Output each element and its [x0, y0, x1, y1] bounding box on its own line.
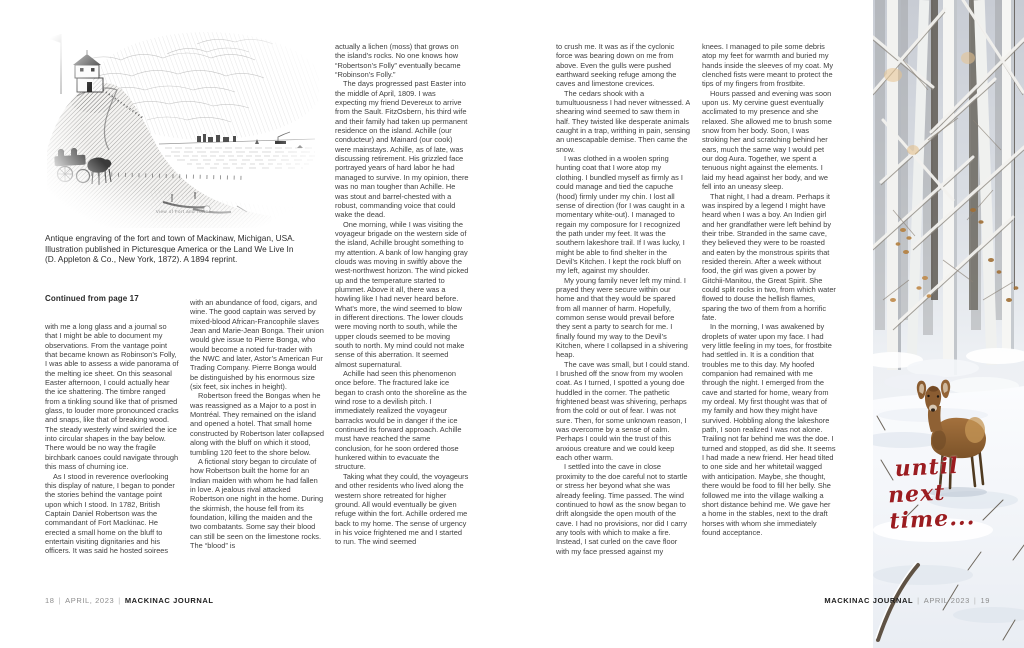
- body-paragraph: The cedars shook with a tumultuousness I had never witnessed. A shearing wind seemed to saw them in half. They twisted like desperate animals caught in a trap, writhing in pain, sensing an unescapable demise. Then came the snow.: [556, 88, 690, 154]
- body-paragraph: with me a long glass and a journal so that I might be able to document my observations. From the vantage point that became known as Robinson’s Folly, I was able to assess a wide panorama of the melting ice sheet. On this seasonal Easter afternoon, I could actually hear the ice shattering. The timbre ranged from a tinkling sound like that of prismed glass, to louder more pronounced cracks and snaps, like that of breaking wood. The steady westerly wind swirled the ice into circular shapes in the bay below. There would be no way the fragile birchbark canoes could navigate through this mass of churning ice.: [45, 322, 179, 472]
- fort-engraving-illustration: [47, 24, 319, 228]
- vignette-fade: [47, 24, 319, 228]
- script-line-2: next time...: [887, 479, 976, 535]
- right-page-footer: [824, 596, 990, 605]
- body-paragraph: Taking what they could, the voyageurs and other residents who lived along the western shore retreated for higher ground. All would eventually be given refuge within the fort. Achille ordered me back to my home. The sense of urgency in his voice frightened me and I started to run. The wind seemed: [335, 471, 469, 547]
- body-paragraph: That night, I had a dream. Perhaps it was inspired by a legend I might have heard when I was a boy. An Indien girl and her grandfather were left behind by their tribe. Stranded in the same cave, they believed they were to be roasted and eaten by the monstrous spirits that resided therein. After a week without food, the girl was given a power by Gitchii-Manitou, the Great Spirit. She could split rocks in two, from which water flowed to douse the hellish flames, sparing the two of them from a horrific fate.: [702, 191, 836, 322]
- script-caption: [886, 449, 1024, 534]
- deer-rump-highlight: [965, 417, 985, 443]
- engraving-caption: [45, 233, 313, 265]
- footer-separator: |: [118, 596, 121, 605]
- left-page-column-3: [335, 42, 469, 585]
- caption-line: Antique engraving of the fort and town of Mackinaw, Michigan, USA.: [45, 233, 295, 243]
- body-paragraph: to crush me. It was as if the cyclonic force was bearing down on me from above. Even the gulls were pushed earthward seeking refuge among the caves and limestone crevices.: [556, 42, 677, 89]
- body-paragraph: As I stood in reverence overlooking this display of nature, I began to ponder the stories behind the vantage point upon which I stood. In 1782, British Captain Daniel Robertson was the commandant of Fort Mackinac. He erected a small home on the bluff to entertain visiting dignitaries and his officers. It was said he hosted soirees: [45, 471, 175, 556]
- footer-separator: |: [973, 596, 977, 605]
- left-page-column-1: [45, 322, 179, 588]
- body-paragraph: I was clothed in a woolen spring hunting coat that I wore atop my clothing. I bundled myself as firmly as I could manage and tied the capuche (hood) firmly under my chin. I lost all sense of direction (for I was caught in a momentary white-out). I managed to regain my composure for I recognized the path under my feet. It was the southern lakeshore trail. If I was lucky, I might be able to find shelter in the Devil’s Kitchen. I kept the rock bluff on my left, against my shoulder.: [556, 154, 685, 276]
- page-number: 19: [980, 596, 990, 605]
- body-paragraph: The days progressed past Easter into the middle of April, 1809. I was expecting my friend Devereux to arrive from the Sault. FitzOsbern, his third wife and their family had taken up permanent residence on the island. Achille (our conducteur) and Mainard (our cook) were mainstays. Achille, as of late, was discussing retirement. His grizzled face portrayed years of hard labor he had managed to survive. In my opinion, there was no man tougher than Achille. He was stout and barrel-chested with a robust, commanding voice that could wake the dead.: [335, 79, 469, 220]
- footer-separator: |: [917, 596, 920, 605]
- caption-line: Illustration published in Picturesque America or the Land We Live In: [45, 243, 294, 254]
- body-paragraph: Achille had seen this phenomenon once before. The fractured lake ice began to crash onto the shoreline as the wind rose to a devilish pitch. I immediately realized the voyageur barracks would be in danger if the ice continued its forward approach. Achille must have reached the same conclusion, for he soon ordered those hunkered within to evacuate the structure.: [335, 369, 467, 472]
- winter-deer-photo: [873, 0, 1024, 648]
- journal-title: MACKINAC JOURNAL: [124, 596, 214, 605]
- body-paragraph: In the morning, I was awakened by droplets of water upon my face. I had very little feeling in my toes, for frostbite had settled in. It is a condition that troubles me to this day. My hoofed companion had remained with me through the night. I emerged from the cave and started for home, weary from my ordeal. My first thought was that of my family and how they might have survived. Hobbling along the lakeshore path, I soon realized I was not alone. Trailing not far behind me was the doe. I turned and stopped, as did she. It seems I had made a new friend. Her head tilted to one side and her whitetail wagged with anticipation. Maybe, she thought, there would be food to fill her belly. She followed me into the village walking a short distance behind me. We gave her a home in the stables, next to the draft horses with whom she immediately found acceptance.: [702, 322, 836, 537]
- footer-separator: |: [58, 596, 62, 605]
- body-paragraph: with an abundance of food, cigars, and wine. The good captain was served by mixed-blood African-Francophile slaves Jean and Marie-Jean Bonga. Their union would give issue to Pierre Bonga, who would become a noted fur-trader with the NWC and later, Astor’s American Fur Trading Company. Pierre Bonga would be distinguished by his enormous size (six feet, six inches in height).: [190, 298, 324, 392]
- continued-from-label: Continued from page 17: [45, 294, 139, 303]
- deer-chest-shade: [932, 430, 946, 450]
- body-paragraph: knees. I managed to pile some debris atop my feet for warmth and buried my hands inside the sleeves of my coat. My clenched fists were meant to protect the tips of my fingers from frostbite.: [702, 42, 834, 89]
- right-page-column-1: [556, 42, 690, 585]
- caption-line: (D. Appleton & Co., New York, 1872). A 1894 reprint.: [45, 254, 238, 265]
- journal-title: MACKINAC JOURNAL: [824, 596, 914, 605]
- body-paragraph: actually a lichen (moss) that grows on the island’s rocks. No one knows how “Robertson’s Folly” eventually became “Robinson’s Folly.”: [335, 42, 461, 80]
- body-paragraph: Hours passed and evening was soon upon us. My cervine guest eventually acclimated to my presence and she relaxed. She allowed me to brush some snow from her body. Soon, I was stroking her and scratching behind her ears, much the same way I would pet our dog Aura. Together, we spent a tenuous night against the elements. I laid my head against her body, and we fell into an uneasy sleep.: [702, 88, 832, 192]
- deer-nose: [931, 408, 935, 411]
- left-page-column-2: [190, 298, 324, 590]
- issue-date: APRIL, 2023: [65, 596, 115, 605]
- page-number: 18: [45, 596, 55, 605]
- body-paragraph: I settled into the cave in close proximity to the doe careful not to startle or stress her beyond what she was already feeling. Time passed. The wind continued to howl as the snow began to drift alongside the open mouth of the cave. I had no provisions, nor did I carry any tools with which to make a fire. Instead, I sat curled on the cave floor with my face pressed against my: [556, 462, 688, 556]
- right-page-column-2: [702, 42, 836, 585]
- body-paragraph: Robertson freed the Bongas when he was reassigned as a Major to a post in Montréal. They remained on the island and opened a hotel. That small home constructed by Robertson later collapsed along with the bluff on which it stood, tumbling 120 feet to the shore below.: [190, 391, 324, 457]
- script-line-1: until: [894, 452, 960, 483]
- body-paragraph: My young family never left my mind. I prayed they were secure within our home and that they would be spared from all manner of harm. Hopefully, common sense would prevail before they sent a party to search for me. I finally found my way to the Devil’s Kitchen, where I collapsed in a shivering heap.: [556, 275, 688, 360]
- body-paragraph: One morning, while I was visiting the voyageur brigade on the western side of the island, Achille brought something to my attention. A bank of low hanging gray clouds was moving in swiftly above the west-northwest horizon. The wind picked up and the temperature started to plummet. Above it all, there was a howling like I had never heard before. What’s more, the wind seemed to blow in different directions. The lower clouds were moving north to south, while the upper clouds seemed to be moving south to north. My mind could not make sense of this aberration. It seemed almost supernatural.: [335, 219, 469, 369]
- engraving-micro-caption: View of Fort and Town.: [155, 209, 211, 214]
- left-page-footer: [45, 596, 214, 605]
- body-paragraph: A fictional story began to circulate of how Robertson built the home for an Indian maiden with whom he had fallen in love. A jealous rival attacked Robertson one night in the home. During the skirmish, the house fell from its foundation, killing the maiden and the two combatants. Some say their blood can still be seen on the limestone rocks. The “blood” is: [190, 456, 324, 550]
- body-paragraph: The cave was small, but I could stand. I brushed off the snow from my woolen coat. As I turned, I spotted a young doe huddled in the corner. The pathetic frightened beast was shivering, perhaps from the cold or out of fear. I was not sure. Then, for some unknown reason, I was overcome by a sense of calm. Perhaps I could win the trust of this anxious creature and we could keep each other warm.: [556, 359, 690, 463]
- issue-date: APRIL 2023: [923, 596, 970, 605]
